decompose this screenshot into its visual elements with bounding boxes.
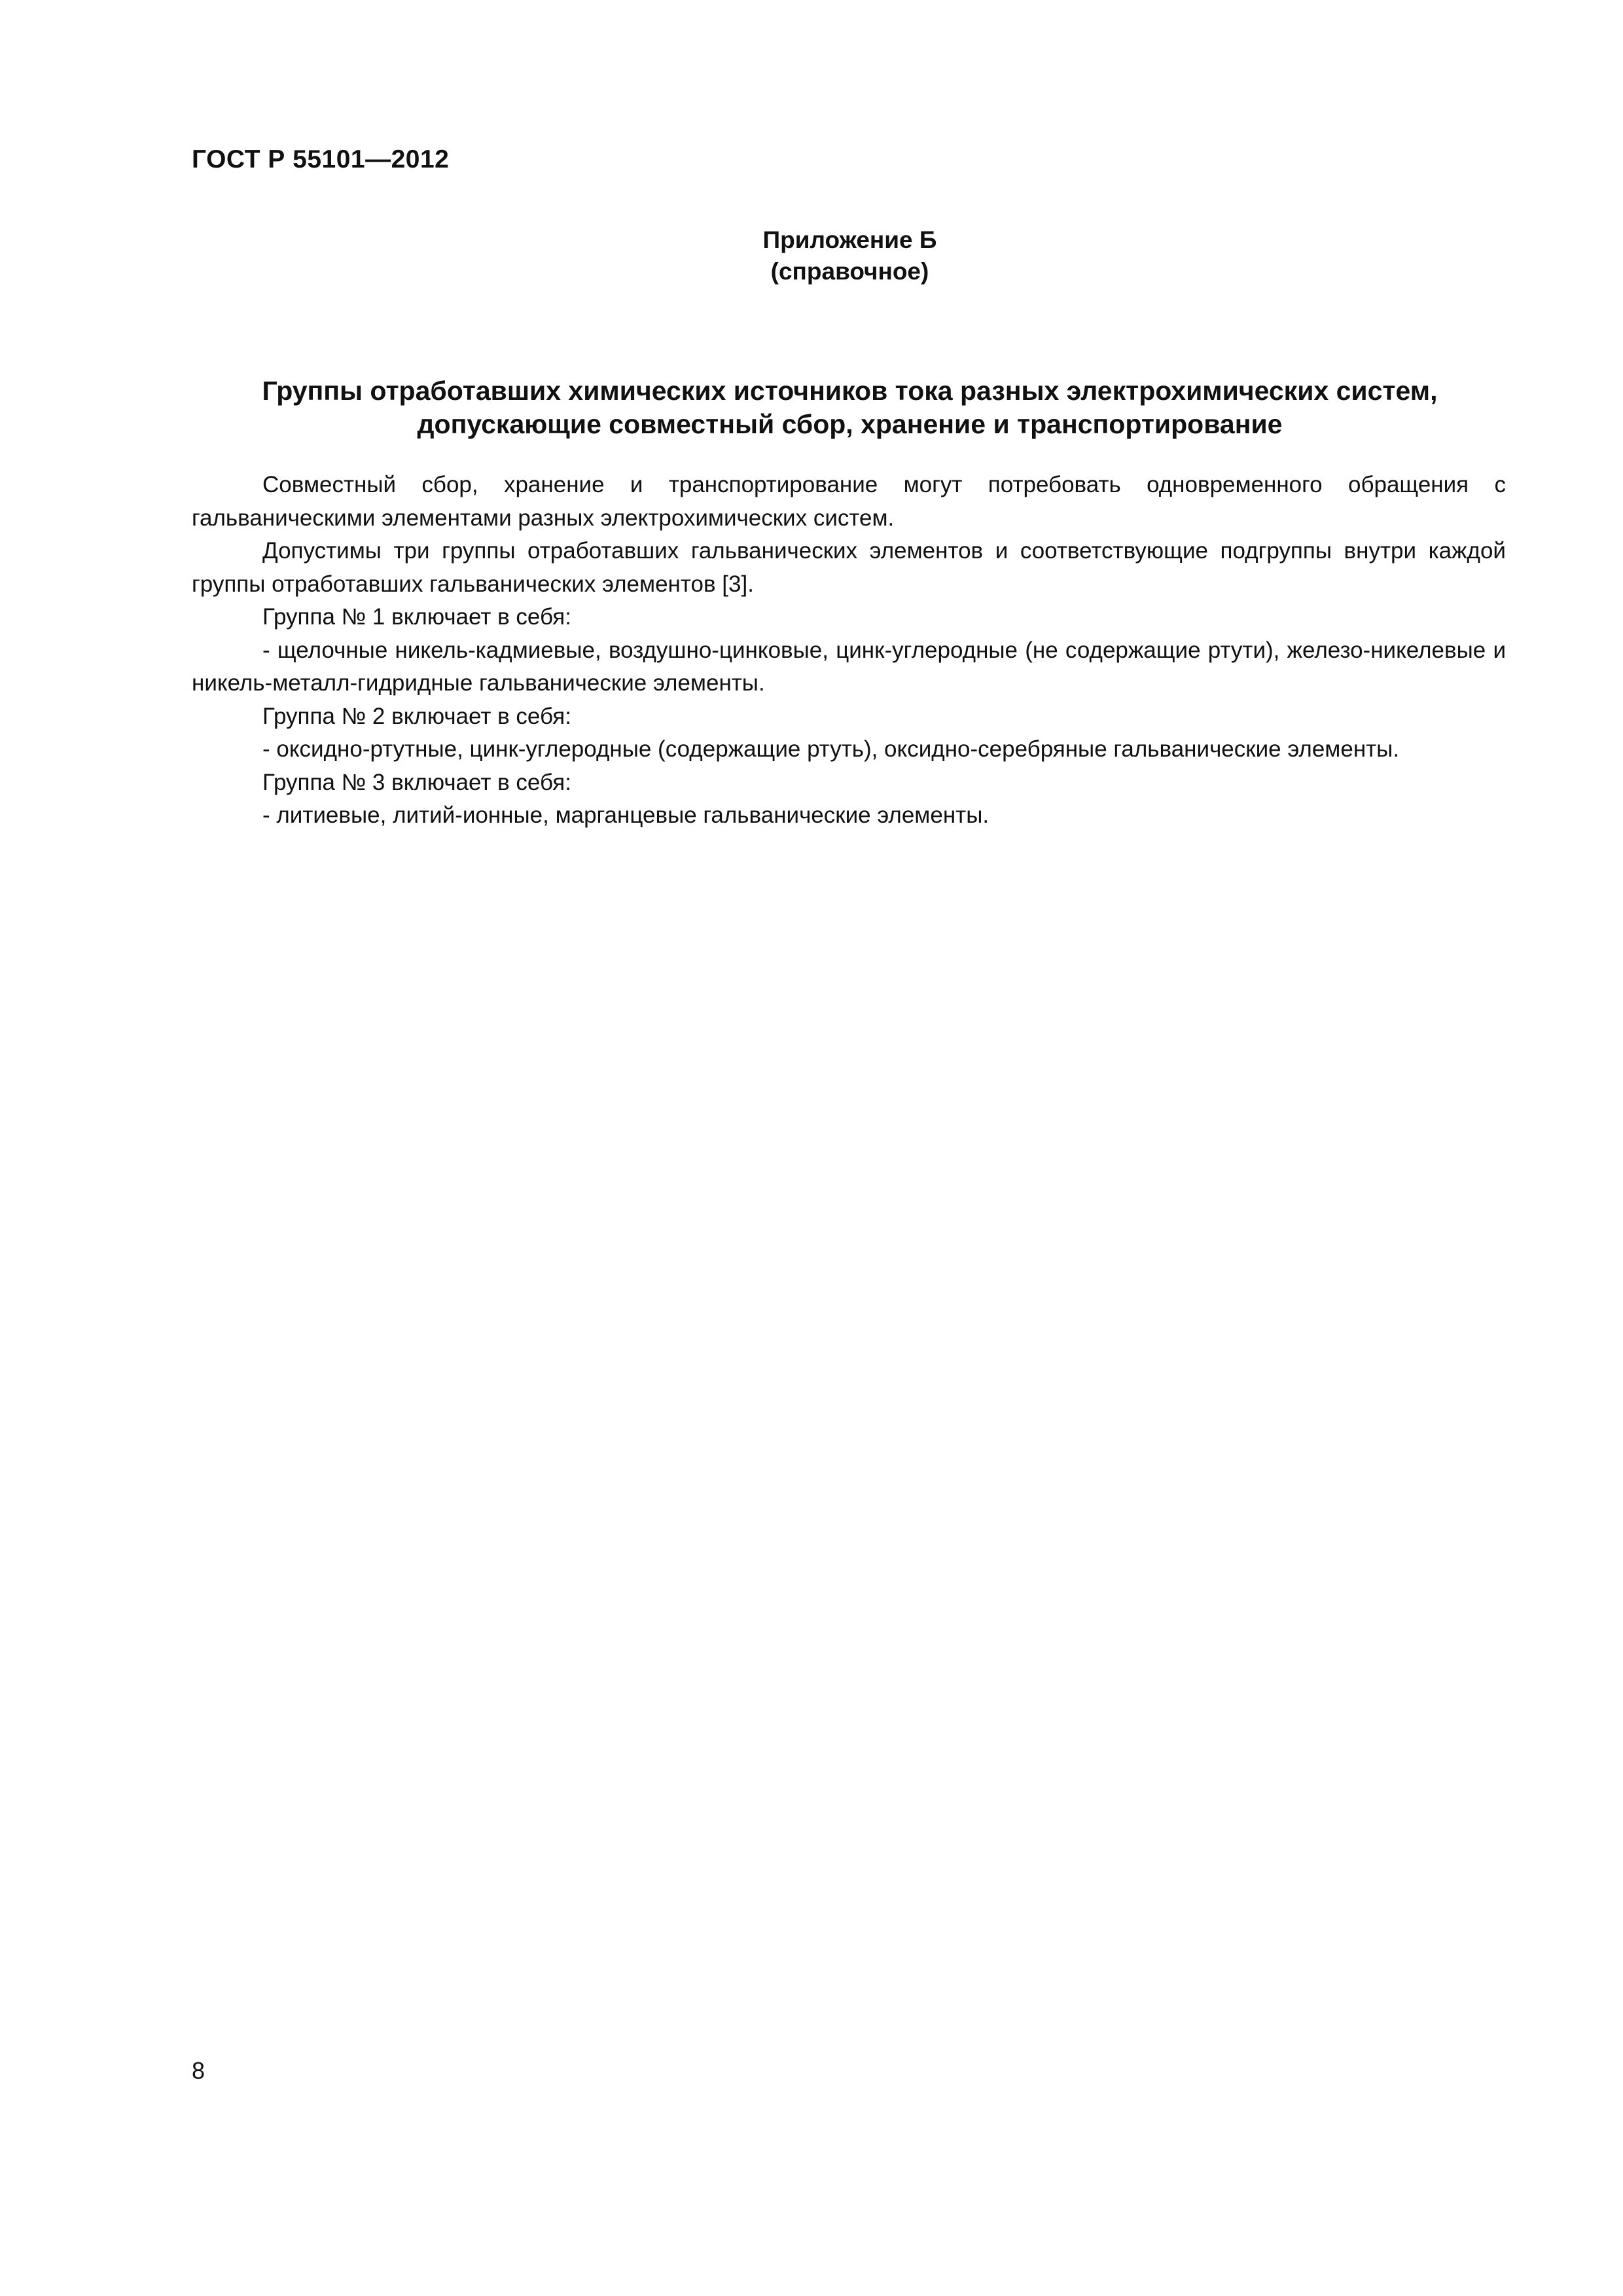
- group-1-items: - щелочные никель-кадмиевые, воздушно-цинковые, цинк-углеродные (не содержащие ртути), железо-никелевые и никель-металл-гидридные гальванические элементы.: [192, 637, 1506, 696]
- annex-title: [0, 374, 1623, 441]
- annex-body: [192, 469, 1506, 833]
- paragraph-joint-handling: Совместный сбор, хранение и транспортирование могут потребовать одновременного обращения с гальваническими элементами разных электрохимических систем.: [192, 472, 1506, 531]
- group-2-heading: Группа № 2 включает в себя:: [262, 703, 571, 729]
- group-2-items: - оксидно-ртутные, цинк-углеродные (содержащие ртуть), оксидно-серебряные гальванические элементы.: [262, 736, 1400, 762]
- group-1-heading: Группа № 1 включает в себя:: [262, 604, 571, 630]
- annex-heading: [0, 224, 1623, 287]
- group-3-items: - литиевые, литий-ионные, марганцевые гальванические элементы.: [262, 802, 990, 828]
- annex-type: (справочное): [770, 258, 929, 285]
- document-code-header: ГОСТ Р 55101—2012: [192, 145, 450, 173]
- group-3-heading: Группа № 3 включает в себя:: [262, 769, 571, 795]
- annex-title-line-2: допускающие совместный сбор, хранение и транспортирование: [417, 409, 1283, 439]
- paragraph-three-groups: Допустимы три группы отработавших гальванических элементов и соответствующие подгруппы внутри каждой группы отработавших гальванических элементов [3].: [192, 538, 1506, 597]
- annex-label: Приложение Б: [762, 226, 937, 253]
- page-number: 8: [192, 2057, 205, 2084]
- annex-title-line-1: Группы отработавших химических источников тока разных электрохимических систем,: [262, 376, 1438, 406]
